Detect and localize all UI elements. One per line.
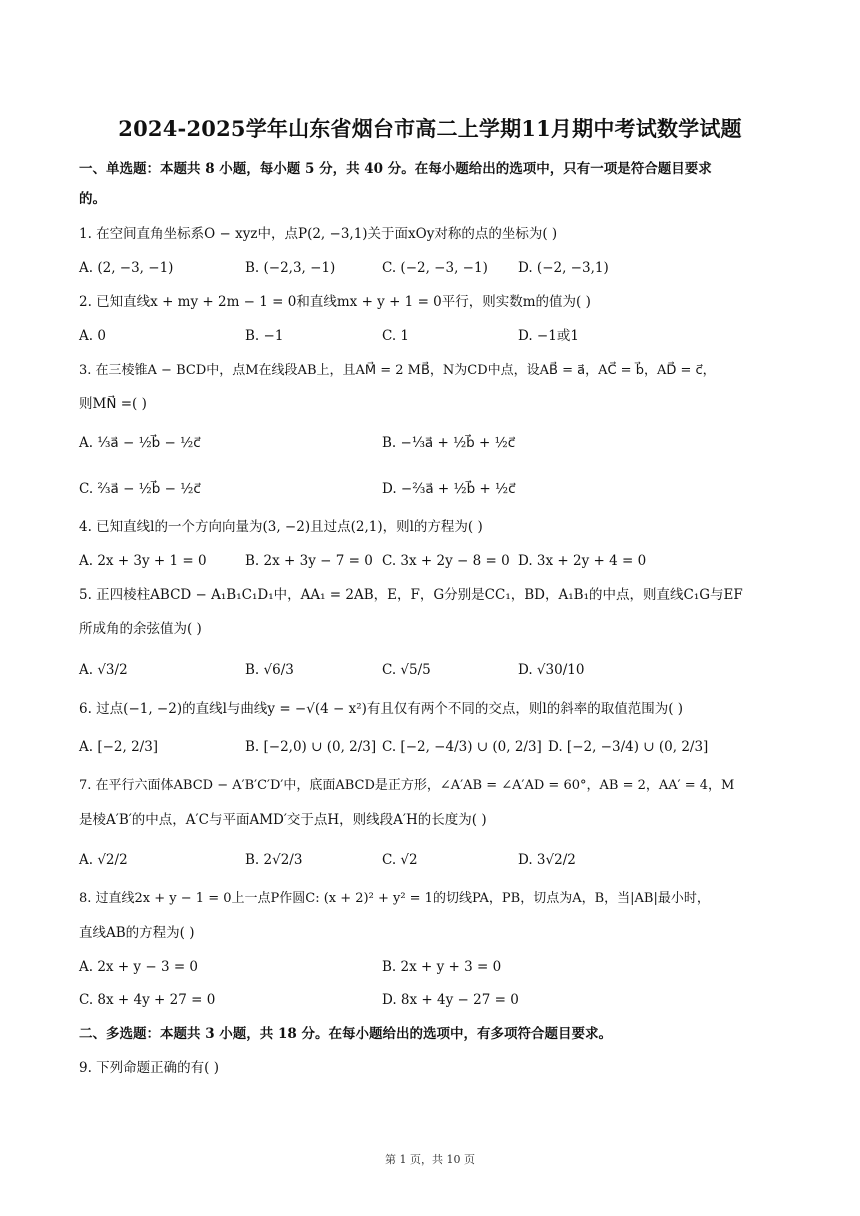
q3-option-b: B. −⅓a⃗ + ½b⃗ + ½c⃗ (382, 435, 516, 451)
q4-option-c: C. 3x + 2y − 8 = 0 (382, 553, 510, 569)
question-4-stem: 4. 已知直线l的一个方向向量为(3, −2)且过点(2,1)，则l的方程为( ) (79, 519, 483, 535)
q7-option-d: D. 3√2/2 (518, 852, 576, 868)
q5-option-a: A. √3/2 (79, 662, 128, 678)
q6-option-a: A. [−2, 2/3] (79, 739, 159, 755)
question-3-stem-cont: 则MN⃗ =( ) (79, 396, 147, 412)
q1-option-b: B. (−2,3, −1) (245, 260, 336, 276)
question-3-stem: 3. 在三棱锥A − BCD中，点M在线段AB上，且AM⃗ = 2 MB⃗，N为CD中点，设AB⃗ = a⃗，AC⃗ = b⃗，AD⃗ = c⃗， (79, 363, 716, 378)
q2-option-c: C. 1 (382, 328, 410, 344)
q1-option-d: D. (−2, −3,1) (518, 260, 609, 276)
q6-option-c: C. [−2, −4/3) ∪ (0, 2/3] (382, 739, 542, 755)
question-2-stem: 2. 已知直线x + my + 2m − 1 = 0和直线mx + y + 1 = 0平行，则实数m的值为( ) (79, 294, 591, 310)
question-8-stem: 8. 过直线2x + y − 1 = 0上一点P作圆C: (x + 2)² + y² = 1的切线PA，PB，切点为A，B，当|AB|最小时， (79, 891, 710, 906)
q5-option-d: D. √30/10 (518, 662, 585, 678)
q7-option-c: C. √2 (382, 852, 418, 868)
section-1-heading: 一、单选题：本题共 8 小题，每小题 5 分，共 40 分。在每小题给出的选项中，只有一项是符合题目要求 (79, 161, 712, 177)
question-7-stem-cont: 是棱A′B′的中点，A′C与平面AMD′交于点H，则线段A′H的长度为( ) (79, 812, 487, 828)
question-5-stem-cont: 所成角的余弦值为( ) (79, 621, 202, 637)
page-footer: 第 1 页，共 10 页 (385, 1153, 475, 1166)
q4-option-b: B. 2x + 3y − 7 = 0 (245, 553, 373, 569)
page-title: 2024-2025学年山东省烟台市高二上学期11月期中考试数学试题 (118, 116, 742, 141)
q4-option-a: A. 2x + 3y + 1 = 0 (79, 553, 207, 569)
q8-option-a: A. 2x + y − 3 = 0 (79, 959, 199, 975)
q3-option-d: D. −⅔a⃗ + ½b⃗ + ½c⃗ (382, 481, 516, 497)
q2-option-b: B. −1 (245, 328, 284, 344)
q7-option-a: A. √2/2 (79, 852, 128, 868)
question-9-stem: 9. 下列命题正确的有( ) (79, 1060, 219, 1076)
question-1-stem: 1. 在空间直角坐标系O − xyz中，点P(2, −3,1)关于面xOy对称的点的坐标为( ) (79, 226, 558, 242)
q2-option-a: A. 0 (79, 328, 106, 344)
q3-option-c: C. ⅔a⃗ − ½b⃗ − ½c⃗ (79, 481, 201, 497)
q1-option-c: C. (−2, −3, −1) (382, 260, 488, 276)
q8-option-b: B. 2x + y + 3 = 0 (382, 959, 502, 975)
q8-option-d: D. 8x + 4y − 27 = 0 (382, 992, 519, 1008)
q6-option-b: B. [−2,0) ∪ (0, 2/3] (245, 739, 377, 755)
question-6-stem: 6. 过点(−1, −2)的直线l与曲线y = −√(4 − x²)有且仅有两个不同的交点，则l的斜率的取值范围为( ) (79, 701, 684, 717)
q6-option-d: D. [−2, −3/4) ∪ (0, 2/3] (548, 739, 709, 755)
question-8-stem-cont: 直线AB的方程为( ) (79, 925, 195, 941)
q3-option-a: A. ⅓a⃗ − ½b⃗ − ½c⃗ (79, 435, 201, 451)
question-7-stem: 7. 在平行六面体ABCD − A′B′C′D′中，底面ABCD是正方形，∠A′AB = ∠A′AD = 60°，AB = 2，AA′ = 4，M (79, 778, 735, 793)
section-1-heading-cont: 的。 (79, 191, 106, 207)
q1-option-a: A. (2, −3, −1) (79, 260, 174, 276)
q5-option-c: C. √5/5 (382, 662, 431, 678)
q7-option-b: B. 2√2/3 (245, 852, 303, 868)
section-2-heading: 二、多选题：本题共 3 小题，共 18 分。在每小题给出的选项中，有多项符合题目要求。 (79, 1026, 612, 1042)
q4-option-d: D. 3x + 2y + 4 = 0 (518, 553, 647, 569)
q5-option-b: B. √6/3 (245, 662, 294, 678)
question-5-stem: 5. 正四棱柱ABCD − A₁B₁C₁D₁中，AA₁ = 2AB，E，F，G分别是CC₁，BD，A₁B₁的中点，则直线C₁G与EF (79, 587, 743, 603)
q2-option-d: D. −1或1 (518, 328, 579, 344)
q8-option-c: C. 8x + 4y + 27 = 0 (79, 992, 216, 1008)
